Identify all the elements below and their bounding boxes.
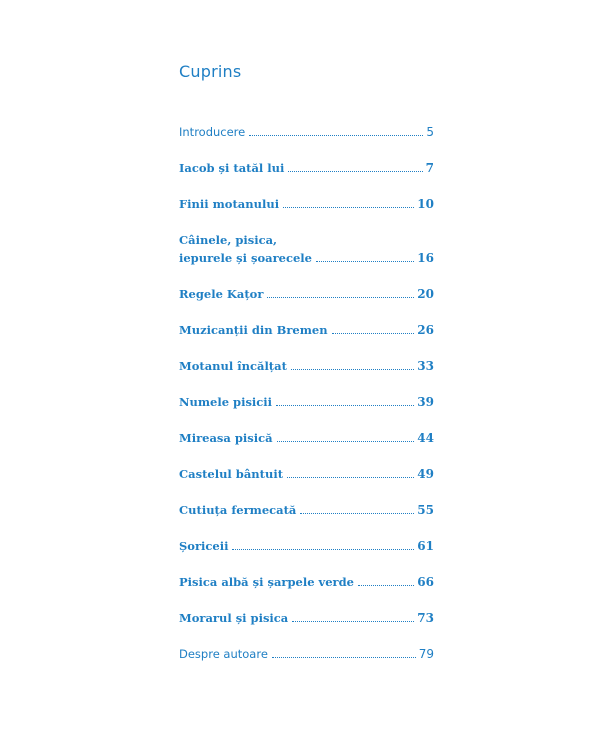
dot-leader xyxy=(276,405,414,406)
toc-entry[interactable] xyxy=(179,285,434,303)
toc-entry-page-number: 44 xyxy=(417,431,434,445)
toc-entry[interactable] xyxy=(179,321,434,339)
toc-entry-page-number: 7 xyxy=(425,161,434,175)
toc-entry-title: Despre autoare xyxy=(179,647,268,661)
dot-leader xyxy=(232,549,414,550)
toc-entry[interactable] xyxy=(179,123,434,141)
toc-entry-page-number: 20 xyxy=(417,287,434,301)
toc-entry-page-number: 66 xyxy=(417,575,434,589)
toc-entry[interactable] xyxy=(179,357,434,375)
toc-entry-title: Castelul bântuit xyxy=(179,467,284,481)
toc-entry-page-number: 33 xyxy=(417,359,434,373)
toc-entry[interactable] xyxy=(179,573,434,591)
toc-entry-page-number: 61 xyxy=(417,539,434,553)
toc-entry-page-number: 49 xyxy=(417,467,434,481)
dot-leader xyxy=(291,369,414,370)
toc-entry[interactable] xyxy=(179,537,434,555)
dot-leader xyxy=(316,261,414,262)
toc-entry-title: Cutiuța fermecată xyxy=(179,503,297,517)
toc-entry[interactable] xyxy=(179,645,434,663)
toc-entry-title: Numele pisicii xyxy=(179,395,273,409)
toc-entry-page-number: 16 xyxy=(417,251,434,265)
toc-entry-page-number: 73 xyxy=(417,611,434,625)
toc-entry[interactable] xyxy=(179,501,434,519)
toc-entry-title: Introducere xyxy=(179,125,246,139)
toc-entry-title: Motanul încălțat xyxy=(179,359,287,373)
toc-entry[interactable] xyxy=(179,231,434,267)
toc-entry-page-number: 5 xyxy=(426,125,434,139)
toc-entry-title: Câinele, pisica, iepurele și șoarecele xyxy=(179,233,312,265)
toc-entry-title: Finii motanului xyxy=(179,197,280,211)
dot-leader xyxy=(267,297,414,298)
toc-entry-page-number: 79 xyxy=(418,647,434,661)
toc-entry-title: Morarul și pisica xyxy=(179,611,289,625)
toc-entry-page-number: 10 xyxy=(417,197,434,211)
toc-entry[interactable] xyxy=(179,609,434,627)
page-title: Cuprins xyxy=(179,62,242,81)
toc-entry[interactable] xyxy=(179,429,434,447)
toc-entry-title: Pisica albă și șarpele verde xyxy=(179,575,354,589)
dot-leader xyxy=(292,621,414,622)
toc-entry-page-number: 39 xyxy=(417,395,434,409)
toc-entry[interactable] xyxy=(179,195,434,213)
dot-leader xyxy=(272,657,416,658)
dot-leader xyxy=(300,513,414,514)
toc-entry[interactable] xyxy=(179,393,434,411)
toc-entry-title: Muzicanții din Bremen xyxy=(179,323,328,337)
toc-entry[interactable] xyxy=(179,465,434,483)
dot-leader xyxy=(288,171,422,172)
dot-leader xyxy=(358,585,414,586)
toc-entry-title: Regele Kațor xyxy=(179,287,264,301)
dot-leader xyxy=(332,333,415,334)
toc-entry-title: Șoriceii xyxy=(179,539,229,553)
dot-leader xyxy=(283,207,414,208)
toc-entry-page-number: 26 xyxy=(417,323,434,337)
dot-leader xyxy=(287,477,414,478)
dot-leader xyxy=(277,441,415,442)
toc-entry[interactable] xyxy=(179,159,434,177)
toc-entry-title: Mireasa pisică xyxy=(179,431,273,445)
toc-entry-title: Iacob și tatăl lui xyxy=(179,161,285,175)
toc-entry-page-number: 55 xyxy=(417,503,434,517)
dot-leader xyxy=(249,135,423,136)
